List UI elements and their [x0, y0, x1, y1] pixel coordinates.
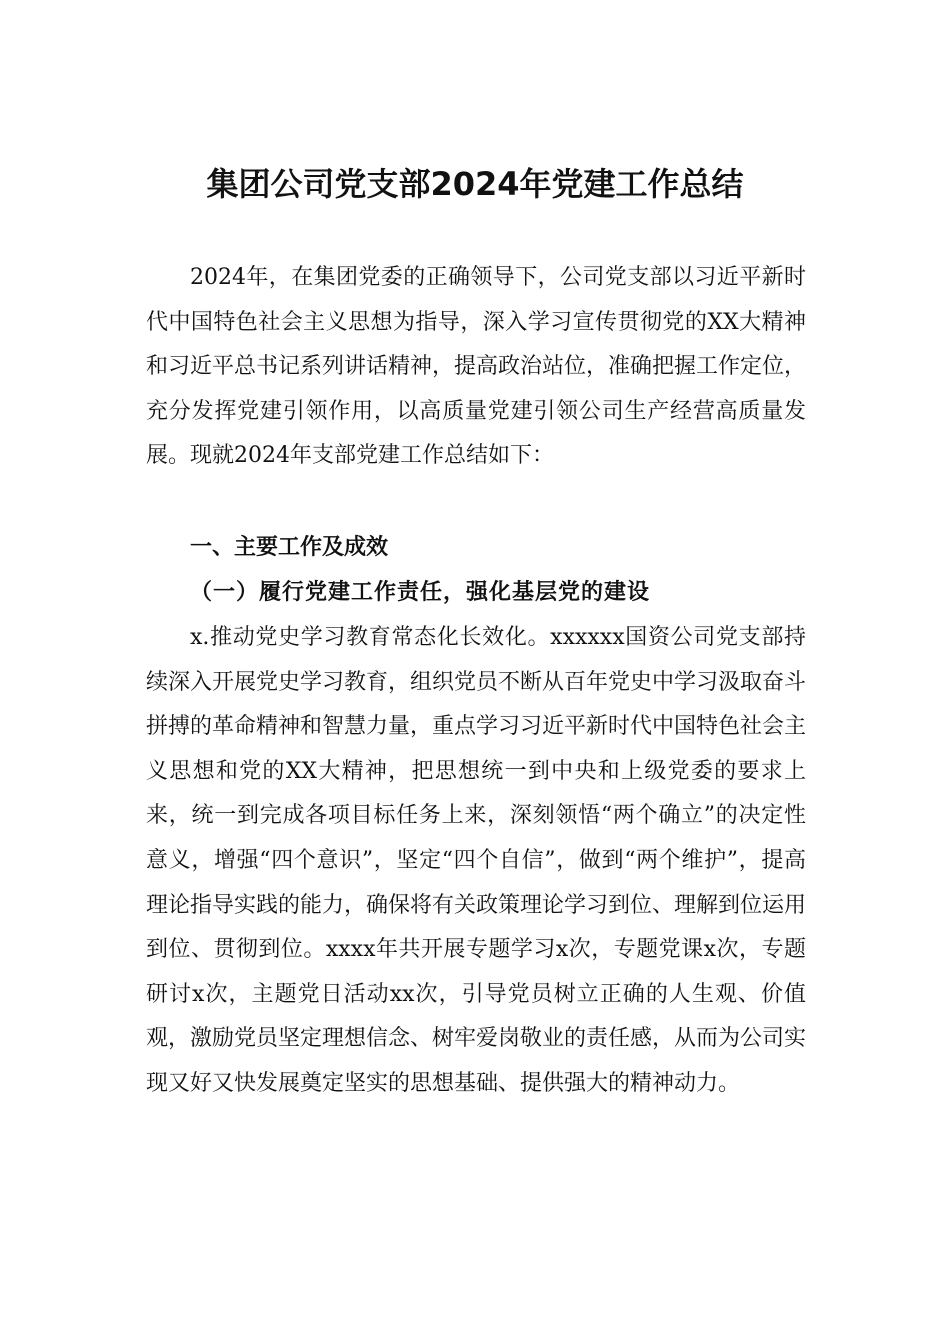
body-paragraph: x.推动党史学习教育常态化长效化。xxxxxx国资公司党支部持续深入开展党史学习教育，组织党员不断从百年党史中学习汲取奋斗拼搏的革命精神和智慧力量，重点学习习近平新时代中国特色社会主义思想和党的XX大精神，把思想统一到中央和上级党委的要求上来，统一到完成各项目标任务上来，深刻领悟“两个确立”的决定性意义，增强“四个意识”，坚定“四个自信”，做到“两个维护”，提高理论指导实践的能力，确保将有关政策理论学习到位、理解到位运用到位、贯彻到位。xxxx年共开展专题学习x次，专题党课x次，专题研讨x次，主题党日活动xx次，引导党员树立正确的人生观、价值观，激励党员坚定理想信念、树牢爱岗敬业的责任感，从而为公司实现又好又快发展奠定坚实的思想基础、提供强大的精神动力。 [146, 625, 807, 1096]
document-title: 集团公司党支部2024年党建工作总结 [206, 165, 744, 203]
subsection-heading: （一）履行党建工作责任，强化基层党的建设 [190, 579, 651, 605]
intro-paragraph: 2024年，在集团党委的正确领导下，公司党支部以习近平新时代中国特色社会主义思想为指导，深入学习宣传贯彻党的XX大精神和习近平总书记系列讲话精神，提高政治站位，准确把握工作定位，充分发挥党建引领作用，以高质量党建引领公司生产经营高质量发展。现就2024年支部党建工作总结如下： [146, 265, 807, 469]
section-heading: 一、主要工作及成效 [190, 535, 389, 560]
